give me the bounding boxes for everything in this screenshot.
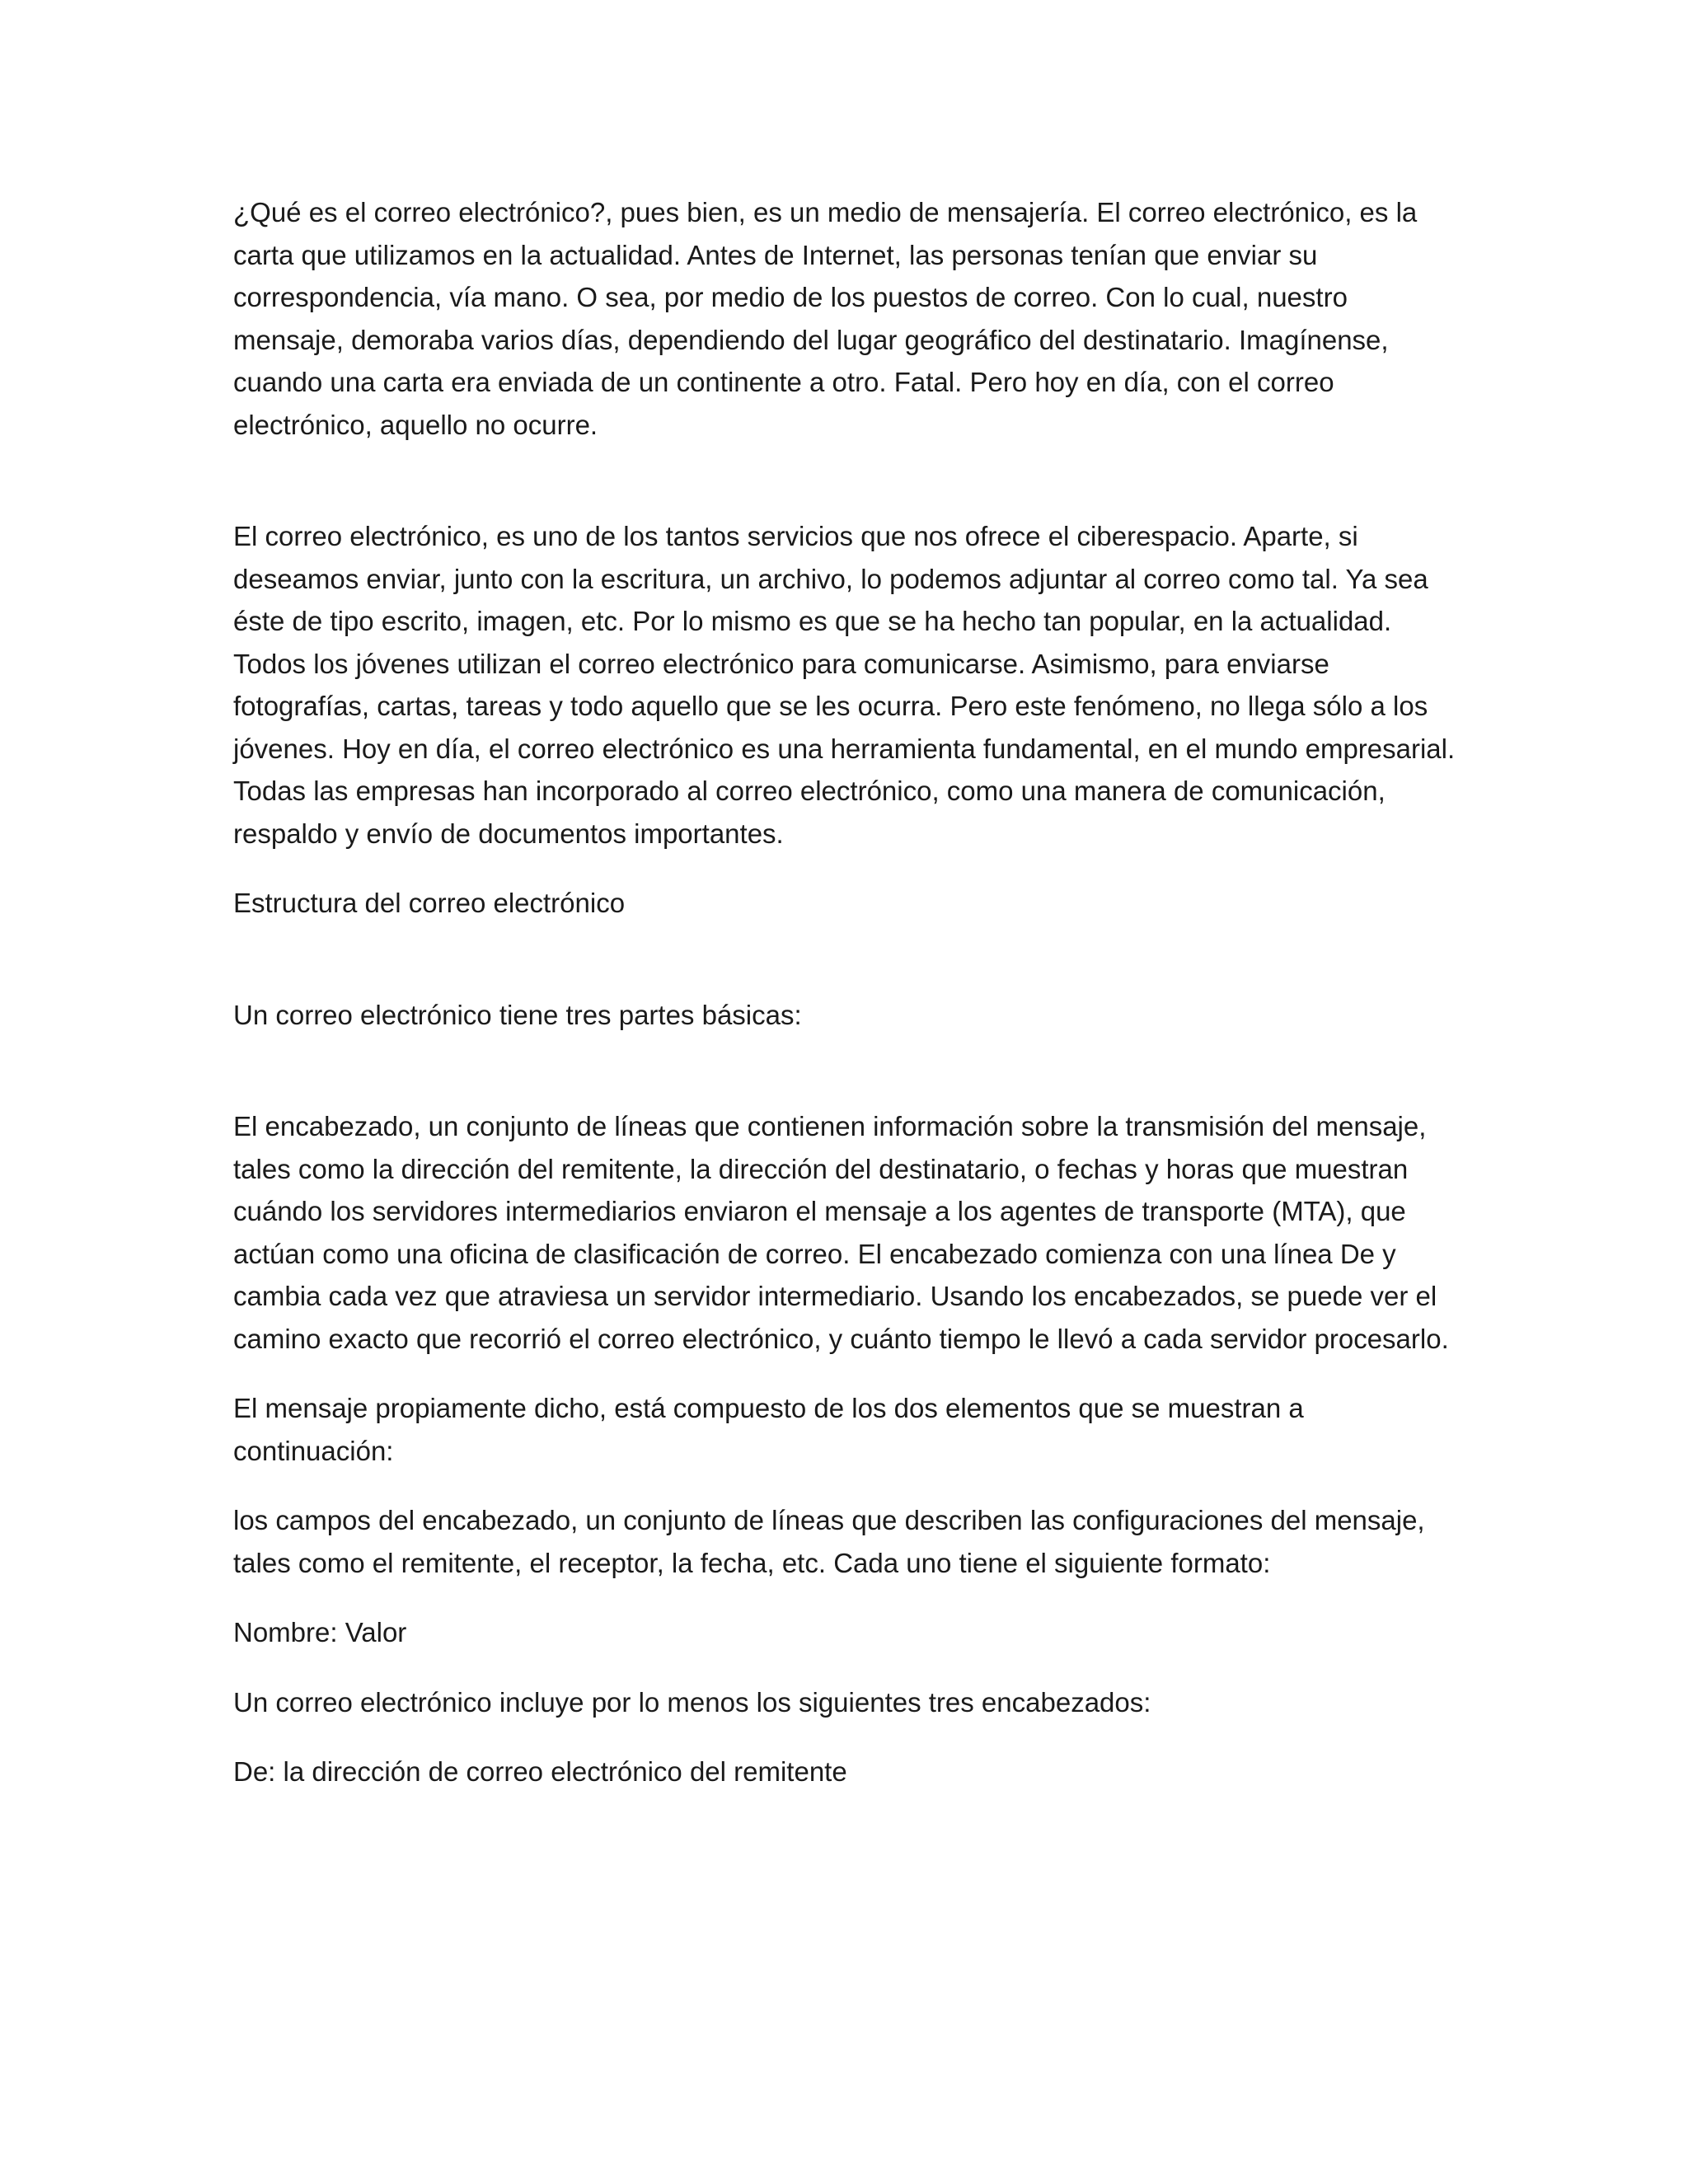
services-paragraph: El correo electrónico, es uno de los tantos servicios que nos ofrece el ciberespacio. Aparte, si deseamos enviar, junto con la escritura, un archivo, lo podemos adjuntar al correo como tal. Ya sea éste de tipo escrito, imagen, etc. Por lo mismo es que se ha hecho tan popular, en la actualidad. Todos los jóvenes utilizan el correo electrónico para comunicarse. Asimismo, para enviarse fotografías, cartas, tareas y todo aquello que se les ocurra. Pero este fenómeno, no llega sólo a los jóvenes. Hoy en día, el correo electrónico es una herramienta fundamental, en el mundo empresarial. Todas las empresas han incorporado al correo electrónico, como una manera de comunicación, respaldo y envío de documentos importantes. (233, 521, 1456, 849)
parts-intro-paragraph: Un correo electrónico tiene tres partes básicas: (233, 999, 802, 1030)
document-body (233, 191, 1461, 1793)
from-header-line: De: la dirección de correo electrónico del remitente (233, 1756, 847, 1787)
intro-paragraph: ¿Qué es el correo electrónico?, pues bien, es un medio de mensajería. El correo electrónico, es la carta que utilizamos en la actualidad. Antes de Internet, las personas tenían que enviar su correspondencia, vía mano. O sea, por medio de los puestos de correo. Con lo cual, nuestro mensaje, demoraba varios días, dependiendo del lugar geográfico del destinatario. Imagínense, cuando una carta era enviada de un continente a otro. Fatal. Pero hoy en día, con el correo electrónico, aquello no ocurre. (233, 197, 1418, 440)
section-heading: Estructura del correo electrónico (233, 888, 626, 918)
message-paragraph: El mensaje propiamente dicho, está compuesto de los dos elementos que se muestran a continuación: (233, 1393, 1304, 1466)
headers-intro-line: Un correo electrónico incluye por lo menos los siguientes tres encabezados: (233, 1686, 1151, 1718)
format-line: Nombre: Valor (233, 1617, 407, 1647)
header-paragraph: El encabezado, un conjunto de líneas que contienen información sobre la transmisión del mensaje, tales como la dirección del remitente, la dirección del destinatario, o fechas y horas que muestran cuándo los servidores intermediarios enviaron el mensaje a los agentes de transporte (MTA), que actúan como una oficina de clasificación de correo. El encabezado comienza con una línea De y cambia cada vez que atraviesa un servidor intermediario. Usando los encabezados, se puede ver el camino exacto que recorrió el correo electrónico, y cuánto tiempo le llevó a cada servidor procesarlo. (233, 1111, 1449, 1354)
header-fields-paragraph: los campos del encabezado, un conjunto de líneas que describen las configuraciones del mensaje, tales como el remitente, el receptor, la fecha, etc. Cada uno tiene el siguiente formato: (233, 1505, 1425, 1578)
